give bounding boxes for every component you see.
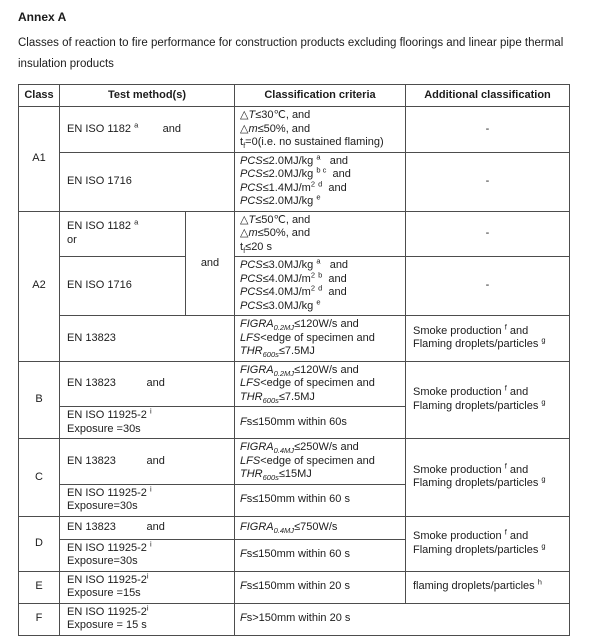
cell-text-line xyxy=(240,345,401,359)
text-run: t xyxy=(240,136,244,148)
text-run: E xyxy=(35,580,43,593)
cell-text-line xyxy=(67,521,230,535)
classification-criteria-cell xyxy=(235,257,406,316)
cell-text-line xyxy=(67,217,181,234)
text-run: =0(i.e. no sustained flaming) xyxy=(245,136,384,148)
text-run: PCS xyxy=(240,299,263,312)
text-run: △ xyxy=(240,213,249,226)
footnote-marker: f xyxy=(504,383,507,393)
text-run: ≤7.5MJ xyxy=(278,390,315,403)
text-run: and xyxy=(322,272,347,285)
cell-text-line xyxy=(240,548,401,562)
subscript-text: f xyxy=(243,141,246,151)
table-row xyxy=(19,211,570,257)
cell-text-line xyxy=(67,175,230,189)
subscript-text: f xyxy=(243,245,246,255)
test-method-cell xyxy=(60,603,235,635)
footnote-marker: i xyxy=(149,406,152,416)
cell-text-line xyxy=(23,279,55,293)
cell-text-line xyxy=(67,279,181,293)
text-run: Exposure=30s xyxy=(67,500,138,512)
class-cell xyxy=(19,107,60,212)
text-run: s>150mm within 20 s xyxy=(246,612,351,625)
text-run: PCS xyxy=(240,168,263,180)
text-run: FIGRA xyxy=(240,441,274,453)
no-additional-classification-cell xyxy=(406,257,570,316)
text-run: PCS xyxy=(240,195,263,207)
cell-text-line xyxy=(67,619,230,633)
cell-text-line xyxy=(67,406,230,423)
text-run: Exposure = 15 s xyxy=(67,619,147,631)
cell-text-line xyxy=(240,468,401,482)
cell-text-line xyxy=(67,587,230,601)
table-row xyxy=(19,107,570,153)
cell-text-line xyxy=(67,500,230,514)
subscript-text: 600s xyxy=(262,395,279,405)
text-run: and xyxy=(320,154,349,167)
text-run: - xyxy=(485,279,490,292)
text-run: flaming droplets/particles xyxy=(413,580,538,593)
text-run: THR xyxy=(240,468,263,480)
text-run: Smoke production xyxy=(413,463,505,476)
footnote-marker: 2 xyxy=(310,283,316,293)
column-header-class: Class xyxy=(19,85,60,107)
text-run: △ xyxy=(240,227,249,239)
footnote-marker: a xyxy=(134,119,139,129)
cell-text-line xyxy=(23,152,55,166)
cell-text-line xyxy=(23,393,55,407)
text-run: Flaming droplets/particles xyxy=(413,543,542,556)
footnote-marker: e xyxy=(316,296,321,306)
text-run: <edge of specimen and xyxy=(260,454,375,467)
text-run: LFS xyxy=(240,377,261,389)
cell-text-line xyxy=(240,192,401,209)
cell-text-line xyxy=(240,241,401,255)
test-method-cell xyxy=(60,211,186,257)
cell-text-line xyxy=(240,136,401,150)
text-run: <edge of specimen and xyxy=(260,377,375,389)
cell-text-line xyxy=(240,318,401,332)
text-run: Flaming droplets/particles xyxy=(413,338,542,351)
text-run: t xyxy=(240,240,244,253)
text-run: and xyxy=(506,324,529,337)
page-title: Annex A xyxy=(18,10,67,24)
text-run: ≤30℃, and xyxy=(255,109,311,121)
classification-criteria-cell xyxy=(235,484,406,516)
cell-text-line xyxy=(67,555,230,569)
cell-text-line xyxy=(240,377,401,391)
cell-text-line xyxy=(240,364,401,378)
page-subtitle-line2: insulation products xyxy=(18,58,114,70)
cell-text-line xyxy=(23,537,55,551)
text-run: ≤20 s xyxy=(245,240,272,253)
text-run: PCS xyxy=(240,259,263,271)
text-run: EN 13823 xyxy=(67,454,116,467)
footnote-marker: f xyxy=(504,527,507,537)
text-run: LFS xyxy=(240,331,261,344)
text-run: and xyxy=(115,377,165,389)
footnote-marker: i xyxy=(149,539,152,548)
cell-text-line xyxy=(240,214,401,228)
text-run: Exposure =15s xyxy=(67,587,141,599)
classification-criteria-cell xyxy=(235,439,406,485)
cell-text-line xyxy=(67,455,230,469)
text-run: FIGRA xyxy=(240,318,274,330)
text-run: and xyxy=(200,256,220,269)
table-header xyxy=(19,85,570,107)
cell-text-line xyxy=(240,416,401,430)
text-run: - xyxy=(485,122,490,135)
text-run: Exposure=30s xyxy=(67,555,138,567)
classification-criteria-cell xyxy=(235,107,406,153)
test-method-cell xyxy=(60,316,235,362)
cell-text-line xyxy=(240,580,401,594)
test-method-cell xyxy=(60,407,235,439)
text-run: C xyxy=(35,470,43,483)
no-additional-classification-cell xyxy=(406,152,570,211)
text-run: EN 13823 xyxy=(67,520,116,533)
footnote-marker: i xyxy=(146,603,149,612)
class-cell xyxy=(19,516,60,571)
subscript-text: 600s xyxy=(262,350,279,360)
subscript-text: 0.4MJ xyxy=(273,446,295,456)
cell-text-line xyxy=(240,455,401,469)
footnote-marker: 2 xyxy=(310,269,316,279)
class-cell xyxy=(19,439,60,517)
classification-criteria-cell xyxy=(235,361,406,407)
text-run: ≤3.0MJ/kg xyxy=(262,299,317,312)
text-run: THR xyxy=(240,345,263,357)
footnote-marker: b xyxy=(318,269,323,279)
text-run: ≤2.0MJ/kg xyxy=(262,168,317,180)
test-method-cell xyxy=(60,107,235,153)
cell-text-line xyxy=(23,471,55,485)
text-run: B xyxy=(35,393,43,405)
text-run: ≤50%, and xyxy=(257,122,311,135)
test-method-cell xyxy=(60,571,235,603)
cell-text-line xyxy=(240,227,401,241)
classification-criteria-cell xyxy=(235,407,406,439)
text-run: and xyxy=(506,530,529,542)
cell-text-line xyxy=(240,493,401,507)
text-run: EN ISO 1716 xyxy=(67,174,132,187)
cell-text-line xyxy=(413,577,565,594)
text-run: △ xyxy=(240,122,249,135)
text-run: and xyxy=(320,259,349,271)
footnote-marker: g xyxy=(541,397,546,407)
subscript-text: 600s xyxy=(262,473,279,483)
table-row xyxy=(19,516,570,539)
cell-text-line xyxy=(410,175,565,189)
footnote-marker: b c xyxy=(316,165,327,175)
text-run: T xyxy=(248,213,256,226)
class-cell xyxy=(19,603,60,635)
test-method-cell xyxy=(60,439,235,485)
text-run: Smoke production xyxy=(413,530,505,542)
class-cell xyxy=(19,211,60,361)
text-run: - xyxy=(485,227,490,239)
text-run: T xyxy=(248,109,256,121)
text-run: s≤150mm within 20 s xyxy=(246,580,350,593)
text-run: F xyxy=(240,493,247,506)
text-run: F xyxy=(240,612,247,625)
text-run: EN 13823 xyxy=(67,377,116,389)
text-run: EN ISO 11925-2 xyxy=(67,486,150,499)
text-run: PCS xyxy=(240,181,263,194)
cell-text-line xyxy=(67,571,230,588)
footnote-marker: a xyxy=(316,152,321,161)
footnote-marker: g xyxy=(541,540,546,550)
cell-text-line xyxy=(240,612,565,626)
test-method-cell xyxy=(60,152,235,211)
text-run: and xyxy=(138,122,182,135)
cell-text-line xyxy=(240,441,401,455)
additional-classification-cell xyxy=(406,316,570,362)
footnote-marker: f xyxy=(504,322,507,332)
text-run: PCS xyxy=(240,154,263,167)
classification-criteria-cell xyxy=(235,516,406,539)
table-row xyxy=(19,603,570,635)
page-subtitle-line1: Classes of reaction to fire performance for construction products excluding floorings and linear pipe thermal xyxy=(18,37,564,49)
table-row xyxy=(19,571,570,603)
table-row xyxy=(19,361,570,407)
text-run: ≤120W/s and xyxy=(294,363,359,376)
text-run: Smoke production xyxy=(413,324,505,337)
cell-text-line xyxy=(23,612,55,626)
classification-criteria-cell xyxy=(235,316,406,362)
cell-text-line xyxy=(413,540,565,558)
cell-text-line xyxy=(67,423,230,437)
text-run: ≤1.4MJ/m xyxy=(262,181,311,194)
text-run: and xyxy=(506,386,529,399)
footnote-marker: d xyxy=(318,178,323,188)
footnote-marker: g xyxy=(541,474,546,484)
class-cell xyxy=(19,571,60,603)
text-run: A1 xyxy=(32,152,46,164)
test-method-cell xyxy=(60,361,235,407)
column-header-additional-classification: Additional classification xyxy=(406,85,570,107)
cell-text-line xyxy=(23,580,55,594)
text-run: EN ISO 1716 xyxy=(67,279,132,292)
text-run: <edge of specimen and xyxy=(260,331,375,344)
text-run: D xyxy=(35,536,43,549)
column-header-test-method-s-: Test method(s) xyxy=(60,85,235,107)
text-run: FIGRA xyxy=(240,520,274,533)
text-run: EN ISO 11925-2 xyxy=(67,409,150,421)
text-run: A2 xyxy=(32,279,46,292)
text-run: and xyxy=(115,454,165,467)
cell-text-line xyxy=(240,296,401,314)
additional-classification-cell xyxy=(406,516,570,571)
classification-criteria-cell xyxy=(235,603,570,635)
text-run: ≤250W/s and xyxy=(294,441,359,453)
text-run: and xyxy=(322,181,347,194)
text-run: and xyxy=(506,463,529,476)
cell-text-line xyxy=(67,539,230,556)
footnote-marker: h xyxy=(537,577,542,587)
cell-text-line xyxy=(410,279,565,293)
classification-criteria-cell xyxy=(235,539,406,571)
no-additional-classification-cell xyxy=(406,211,570,257)
footnote-marker: f xyxy=(504,461,507,471)
cell-text-line xyxy=(67,332,230,346)
text-run: EN ISO 1182 xyxy=(67,220,135,233)
text-run: s≤150mm within 60 s xyxy=(246,493,350,506)
text-run: Flaming droplets/particles xyxy=(413,477,542,490)
text-run: ≤2.0MJ/kg xyxy=(262,154,317,167)
and-conjunction-cell xyxy=(186,211,235,316)
text-run: F xyxy=(35,612,43,625)
cell-text-line xyxy=(240,109,401,123)
text-run: F xyxy=(240,548,247,561)
text-run: - xyxy=(485,174,490,187)
cell-text-line xyxy=(413,474,565,491)
text-run: F xyxy=(240,580,247,593)
cell-text-line xyxy=(240,521,401,535)
table-row xyxy=(19,439,570,485)
text-run: EN ISO 11925-2 xyxy=(67,541,150,554)
subscript-text: 0.4MJ xyxy=(273,525,295,535)
cell-text-line xyxy=(67,377,230,391)
cell-text-line xyxy=(413,397,565,414)
table-body xyxy=(19,107,570,636)
table-row xyxy=(19,257,570,316)
text-run: m xyxy=(248,122,258,135)
text-run: F xyxy=(240,415,247,428)
text-run: ≤50%, and xyxy=(257,227,311,239)
text-run: ≤120W/s and xyxy=(294,318,359,330)
cell-text-line xyxy=(67,484,230,501)
text-run: PCS xyxy=(240,272,263,285)
text-run: and xyxy=(322,286,347,298)
text-run: PCS xyxy=(240,286,263,298)
cell-text-line xyxy=(240,123,401,137)
text-run: s≤150mm within 60s xyxy=(246,415,347,428)
text-run: ≤50℃, and xyxy=(255,213,311,226)
classification-criteria-cell xyxy=(235,152,406,211)
test-method-cell xyxy=(60,257,186,316)
footnote-marker: i xyxy=(146,571,149,580)
text-run: ≤4.0MJ/m xyxy=(262,272,311,285)
additional-classification-cell xyxy=(406,571,570,603)
text-run: s≤150mm within 60 s xyxy=(246,548,350,561)
text-run: ≤2.0MJ/kg xyxy=(262,195,317,207)
text-run: m xyxy=(248,227,258,239)
text-run: △ xyxy=(240,109,249,121)
class-cell xyxy=(19,361,60,439)
cell-text-line xyxy=(413,335,565,352)
text-run: EN ISO 1182 xyxy=(67,122,135,135)
test-method-cell xyxy=(60,516,235,539)
text-run: ≤3.0MJ/kg xyxy=(262,259,317,271)
test-method-cell xyxy=(60,539,235,571)
footnote-marker: a xyxy=(316,256,321,266)
text-run: and xyxy=(115,520,165,533)
footnote-marker: i xyxy=(149,484,152,493)
cell-text-line xyxy=(190,257,230,271)
page-subtitle xyxy=(18,33,584,75)
cell-text-line xyxy=(67,119,230,137)
classification-criteria-cell xyxy=(235,211,406,257)
cell-text-line xyxy=(240,332,401,346)
table-row xyxy=(19,152,570,211)
cell-text-line xyxy=(67,603,230,620)
additional-classification-cell xyxy=(406,439,570,517)
cell-text-line xyxy=(410,227,565,241)
text-run: FIGRA xyxy=(240,363,274,376)
table-row xyxy=(19,316,570,362)
cell-text-line xyxy=(240,391,401,405)
text-run: EN ISO 11925-2 xyxy=(67,605,147,618)
subscript-text: 0.2MJ xyxy=(273,323,295,333)
text-run: Flaming droplets/particles xyxy=(413,399,542,412)
text-run: Smoke production xyxy=(413,386,505,399)
text-run: LFS xyxy=(240,454,261,467)
footnote-marker: e xyxy=(316,192,321,202)
text-run: EN ISO 11925-2 xyxy=(67,573,147,586)
header-row xyxy=(19,85,570,107)
text-run: ≤7.5MJ xyxy=(278,345,315,357)
footnote-marker: d xyxy=(318,283,323,293)
classification-criteria-cell xyxy=(235,571,406,603)
text-run: THR xyxy=(240,390,263,403)
cell-text-line xyxy=(410,123,565,137)
footnote-marker: a xyxy=(134,217,139,227)
column-header-classification-criteria: Classification criteria xyxy=(235,85,406,107)
text-run: ≤4.0MJ/m xyxy=(262,286,311,298)
text-run: ≤750W/s xyxy=(294,520,338,533)
text-run: ≤15MJ xyxy=(278,468,312,480)
cell-text-line xyxy=(67,234,181,248)
test-method-cell xyxy=(60,484,235,516)
text-run: and xyxy=(326,168,351,180)
subscript-text: 0.2MJ xyxy=(273,368,295,378)
text-run: EN 13823 xyxy=(67,331,116,344)
no-additional-classification-cell xyxy=(406,107,570,153)
additional-classification-cell xyxy=(406,361,570,439)
text-run: or xyxy=(67,233,77,246)
footnote-marker: g xyxy=(541,335,546,345)
footnote-marker: 2 xyxy=(310,178,316,188)
fire-classification-table xyxy=(18,84,570,636)
text-run: Exposure =30s xyxy=(67,422,141,435)
